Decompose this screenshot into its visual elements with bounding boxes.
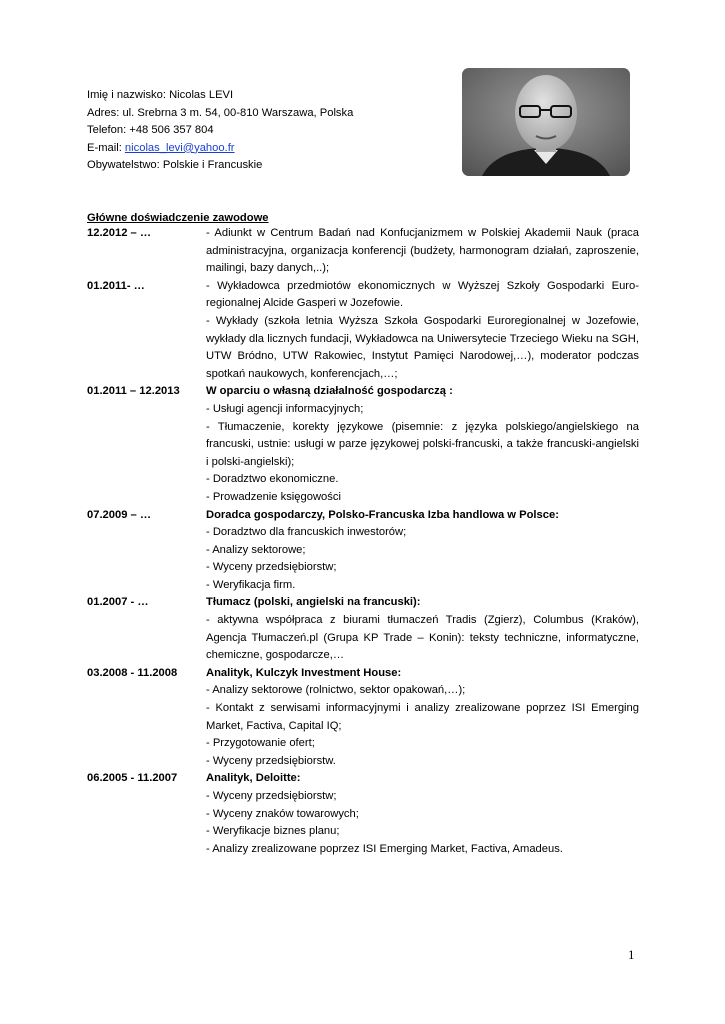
- entry-date: 07.2009 – …: [87, 508, 152, 521]
- entry-line: - Wykłady (szkoła letnia Wyższa Szkoła Gospodarki Euroregionalnej w Jozefowie, wykłady dla licznych fundacji, Wykładowca na Uniwersytecie Trzeciego Wieku na SGH, UTW Bródno, UTW Rakowiec, Instytut Pamięci Narodowej,…), moderator podczas spotkań naukowych, konferencjach,…;: [206, 314, 639, 380]
- entry-body: [206, 594, 639, 664]
- entry-line: - aktywna współpraca z biurami tłumaczeń Tradis (Zgierz), Columbus (Kraków), Agencja Tłumaczeń.pl (Grupa KP Trade – Konin): teksty techniczne, informatyczne, chemiczne, gospodarcze,…: [206, 614, 639, 662]
- entry-line: - Doradztwo ekonomiczne.: [206, 473, 339, 486]
- profile-photo: [462, 68, 630, 176]
- entry-date: 01.2007 - …: [87, 596, 149, 609]
- entry-body: [206, 278, 639, 384]
- page-number: 1: [628, 947, 635, 962]
- experience-entry: [87, 507, 639, 595]
- experience-entry: [87, 278, 639, 384]
- experience-entry: [87, 594, 639, 664]
- section-title: Główne doświadczenie zawodowe: [87, 212, 269, 224]
- entry-line: - Wyceny przedsiębiorstw;: [206, 561, 337, 574]
- entry-line: - Przygotowanie ofert;: [206, 737, 315, 750]
- entry-line: - Analizy sektorowe (rolnictwo, sektor opakowań,…);: [206, 684, 466, 697]
- entry-line: - Doradztwo dla francuskich inwestorów;: [206, 526, 407, 539]
- entry-heading: Analityk, Deloitte:: [206, 772, 301, 785]
- entry-line: - Prowadzenie księgowości: [206, 490, 341, 503]
- entry-date: 03.2008 - 11.2008: [87, 666, 178, 679]
- experience-list: [87, 225, 639, 858]
- entry-body: [206, 507, 639, 595]
- address-line: Adres: ul. Srebrna 3 m. 54, 00-810 Warszawa, Polska: [87, 106, 354, 119]
- entry-line: - Kontakt z serwisami informacyjnymi i analizy zrealizowane poprzez ISI Emerging Market, Factiva, Capital IQ;: [206, 702, 639, 732]
- entry-line: - Analizy zrealizowane poprzez ISI Emerging Market, Factiva, Amadeus.: [206, 842, 563, 855]
- entry-body: [206, 665, 639, 771]
- email-link[interactable]: nicolas_levi@yahoo.fr: [124, 141, 235, 154]
- entry-heading: W oparciu o własną działalność gospodarczą :: [206, 385, 453, 398]
- entry-line: - Wyceny przedsiębiorstw.: [206, 754, 336, 767]
- entry-line: - Wyceny znaków towarowych;: [206, 807, 359, 820]
- citizenship-line: Obywatelstwo: Polskie i Francuskie: [87, 159, 263, 172]
- entry-date: 12.2012 – …: [87, 227, 152, 239]
- entry-line: - Weryfikacja firm.: [206, 578, 296, 591]
- entry-line: - Adiunkt w Centrum Badań nad Konfucjanizmem w Polskiej Akademii Nauk (praca administracyjna, organizacja konferencji (budżety, harmonogram działań, zaproszenie, mailingi, bazy danych,..);: [206, 227, 639, 275]
- entry-line: - Weryfikacje biznes planu;: [206, 825, 340, 838]
- entry-body: [206, 225, 639, 278]
- entry-date: 01.2011- …: [87, 279, 145, 292]
- entry-heading: Doradca gospodarczy, Polsko-Francuska Izba handlowa w Polsce:: [206, 508, 559, 521]
- entry-date: 01.2011 – 12.2013: [87, 385, 180, 398]
- name-line: Imię i nazwisko: Nicolas LEVI: [87, 89, 234, 101]
- entry-line: - Usługi agencji informacyjnych;: [206, 402, 364, 415]
- entry-body: [206, 770, 639, 858]
- entry-line: - Wyceny przedsiębiorstw;: [206, 790, 337, 802]
- email-label: E-mail:: [87, 141, 125, 154]
- entry-line: - Wykładowca przedmiotów ekonomicznych w Wyższej Szkoły Gospodarki Euro-regionalnej Alcide Gasperi w Jozefowie.: [206, 279, 639, 310]
- experience-entry: [87, 225, 639, 278]
- experience-entry: [87, 665, 639, 771]
- entry-heading: Tłumacz (polski, angielski na francuski):: [206, 596, 421, 609]
- email-line: [87, 140, 447, 158]
- experience-entry: [87, 383, 639, 506]
- contact-block: [87, 87, 447, 175]
- entry-heading: Analityk, Kulczyk Investment House:: [206, 666, 402, 679]
- entry-date: 06.2005 - 11.2007: [87, 772, 178, 785]
- phone-line: Telefon: +48 506 357 804: [87, 124, 214, 137]
- experience-entry: [87, 770, 639, 858]
- entry-line: - Tłumaczenie, korekty językowe (pisemnie: z języka polskiego/angielskiego na francuski, ustnie: usługi w parze językowej polski-francuski, a także francuski-angielski i polski-angielski);: [206, 420, 639, 468]
- entry-body: [206, 383, 639, 506]
- entry-line: - Analizy sektorowe;: [206, 543, 306, 556]
- portrait-image: [462, 68, 630, 176]
